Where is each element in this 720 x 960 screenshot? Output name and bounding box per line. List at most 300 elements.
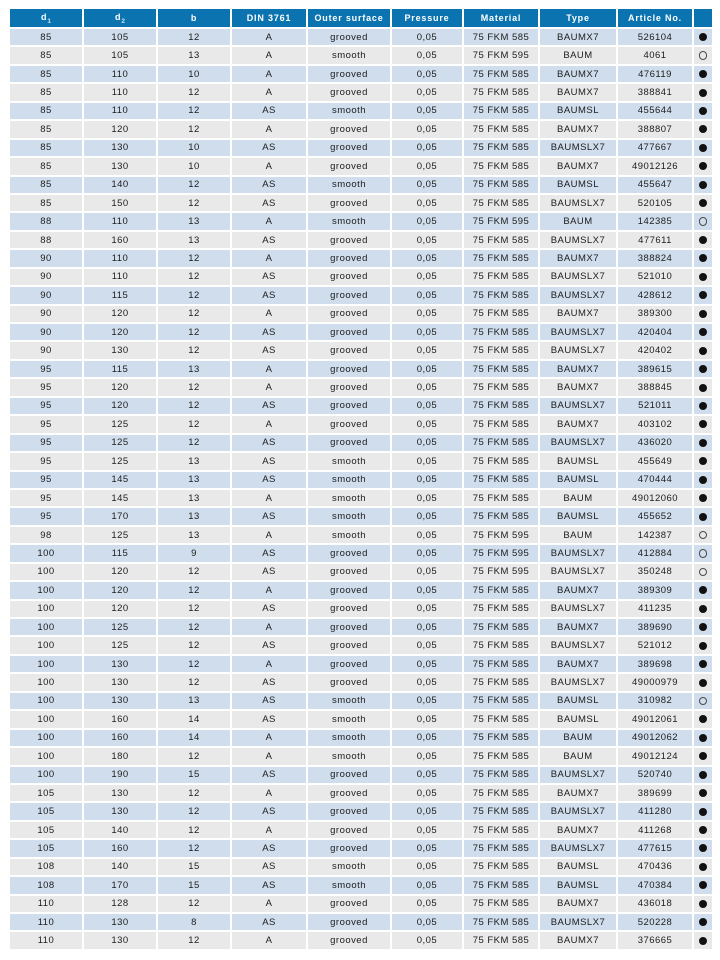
cell-availability bbox=[693, 489, 713, 507]
table-row bbox=[9, 821, 713, 839]
cell-availability bbox=[693, 600, 713, 618]
cell-material: 75 FKM 585 bbox=[463, 618, 539, 636]
cell-d1: 85 bbox=[9, 83, 83, 101]
cell-outer-surface: grooved bbox=[307, 913, 391, 931]
cell-d1: 95 bbox=[9, 360, 83, 378]
cell-pressure: 0,05 bbox=[391, 415, 463, 433]
cell-pressure: 0,05 bbox=[391, 434, 463, 452]
filled-dot-icon bbox=[699, 89, 707, 97]
cell-b: 13 bbox=[157, 360, 231, 378]
cell-b: 13 bbox=[157, 452, 231, 470]
cell-d2: 110 bbox=[83, 83, 157, 101]
filled-dot-icon bbox=[699, 826, 707, 834]
cell-article-no: 436020 bbox=[617, 434, 693, 452]
col-header-pressure: Pressure bbox=[391, 8, 463, 28]
cell-din-3761: A bbox=[231, 618, 307, 636]
cell-din-3761: A bbox=[231, 378, 307, 396]
cell-d2: 120 bbox=[83, 120, 157, 138]
filled-dot-icon bbox=[699, 863, 707, 871]
table-row bbox=[9, 673, 713, 691]
cell-material: 75 FKM 595 bbox=[463, 46, 539, 64]
cell-availability bbox=[693, 231, 713, 249]
cell-d2: 140 bbox=[83, 821, 157, 839]
cell-din-3761: A bbox=[231, 157, 307, 175]
cell-din-3761: A bbox=[231, 305, 307, 323]
cell-outer-surface: grooved bbox=[307, 28, 391, 46]
cell-b: 12 bbox=[157, 747, 231, 765]
cell-material: 75 FKM 585 bbox=[463, 747, 539, 765]
cell-d1: 90 bbox=[9, 305, 83, 323]
cell-pressure: 0,05 bbox=[391, 581, 463, 599]
cell-d1: 85 bbox=[9, 139, 83, 157]
filled-dot-icon bbox=[699, 273, 707, 281]
cell-d2: 120 bbox=[83, 397, 157, 415]
cell-article-no: 455647 bbox=[617, 176, 693, 194]
cell-article-no: 49012126 bbox=[617, 157, 693, 175]
cell-d1: 100 bbox=[9, 544, 83, 562]
cell-availability bbox=[693, 839, 713, 857]
cell-material: 75 FKM 585 bbox=[463, 120, 539, 138]
cell-d2: 128 bbox=[83, 895, 157, 913]
cell-outer-surface: smooth bbox=[307, 526, 391, 544]
cell-availability bbox=[693, 452, 713, 470]
cell-outer-surface: smooth bbox=[307, 710, 391, 728]
cell-outer-surface: grooved bbox=[307, 65, 391, 83]
table-row bbox=[9, 28, 713, 46]
cell-din-3761: AS bbox=[231, 600, 307, 618]
table-row bbox=[9, 194, 713, 212]
cell-b: 12 bbox=[157, 102, 231, 120]
cell-b: 12 bbox=[157, 378, 231, 396]
table-row bbox=[9, 249, 713, 267]
cell-article-no: 521010 bbox=[617, 268, 693, 286]
cell-din-3761: AS bbox=[231, 139, 307, 157]
table-row bbox=[9, 895, 713, 913]
filled-dot-icon bbox=[699, 513, 707, 521]
cell-outer-surface: grooved bbox=[307, 544, 391, 562]
table-row bbox=[9, 526, 713, 544]
table-row bbox=[9, 839, 713, 857]
table-row bbox=[9, 489, 713, 507]
cell-pressure: 0,05 bbox=[391, 821, 463, 839]
cell-b: 12 bbox=[157, 194, 231, 212]
cell-availability bbox=[693, 673, 713, 691]
cell-outer-surface: grooved bbox=[307, 139, 391, 157]
cell-pressure: 0,05 bbox=[391, 802, 463, 820]
cell-din-3761: AS bbox=[231, 323, 307, 341]
cell-material: 75 FKM 585 bbox=[463, 360, 539, 378]
cell-d1: 110 bbox=[9, 913, 83, 931]
cell-type: BAUMSLX7 bbox=[539, 397, 617, 415]
cell-material: 75 FKM 585 bbox=[463, 636, 539, 654]
filled-dot-icon bbox=[699, 623, 707, 631]
cell-material: 75 FKM 585 bbox=[463, 341, 539, 359]
cell-pressure: 0,05 bbox=[391, 65, 463, 83]
cell-din-3761: AS bbox=[231, 102, 307, 120]
cell-outer-surface: grooved bbox=[307, 231, 391, 249]
cell-type: BAUMX7 bbox=[539, 305, 617, 323]
cell-b: 12 bbox=[157, 341, 231, 359]
cell-type: BAUMSLX7 bbox=[539, 194, 617, 212]
cell-b: 15 bbox=[157, 876, 231, 894]
cell-availability bbox=[693, 544, 713, 562]
table-row bbox=[9, 692, 713, 710]
cell-type: BAUMSLX7 bbox=[539, 231, 617, 249]
cell-pressure: 0,05 bbox=[391, 895, 463, 913]
cell-d1: 95 bbox=[9, 507, 83, 525]
cell-pressure: 0,05 bbox=[391, 507, 463, 525]
cell-d1: 100 bbox=[9, 710, 83, 728]
table-row bbox=[9, 46, 713, 64]
table-row bbox=[9, 600, 713, 618]
cell-d1: 100 bbox=[9, 673, 83, 691]
cell-d1: 85 bbox=[9, 46, 83, 64]
cell-material: 75 FKM 595 bbox=[463, 563, 539, 581]
cell-d2: 140 bbox=[83, 858, 157, 876]
cell-outer-surface: smooth bbox=[307, 471, 391, 489]
cell-din-3761: A bbox=[231, 821, 307, 839]
cell-d2: 120 bbox=[83, 563, 157, 581]
cell-d1: 95 bbox=[9, 397, 83, 415]
cell-material: 75 FKM 585 bbox=[463, 802, 539, 820]
cell-d2: 130 bbox=[83, 913, 157, 931]
cell-material: 75 FKM 595 bbox=[463, 544, 539, 562]
cell-article-no: 470384 bbox=[617, 876, 693, 894]
cell-b: 15 bbox=[157, 858, 231, 876]
cell-availability bbox=[693, 341, 713, 359]
cell-pressure: 0,05 bbox=[391, 913, 463, 931]
cell-pressure: 0,05 bbox=[391, 784, 463, 802]
cell-d2: 125 bbox=[83, 618, 157, 636]
col-header-outer-surface: Outer surface bbox=[307, 8, 391, 28]
cell-availability bbox=[693, 139, 713, 157]
cell-outer-surface: smooth bbox=[307, 176, 391, 194]
filled-dot-icon bbox=[699, 771, 707, 779]
cell-d1: 90 bbox=[9, 323, 83, 341]
cell-d1: 95 bbox=[9, 415, 83, 433]
cell-article-no: 412884 bbox=[617, 544, 693, 562]
filled-dot-icon bbox=[699, 144, 707, 152]
cell-availability bbox=[693, 581, 713, 599]
cell-d1: 90 bbox=[9, 341, 83, 359]
cell-b: 12 bbox=[157, 655, 231, 673]
cell-pressure: 0,05 bbox=[391, 341, 463, 359]
cell-article-no: 350248 bbox=[617, 563, 693, 581]
table-row bbox=[9, 139, 713, 157]
cell-din-3761: A bbox=[231, 489, 307, 507]
table-row bbox=[9, 452, 713, 470]
cell-outer-surface: smooth bbox=[307, 452, 391, 470]
cell-d1: 85 bbox=[9, 176, 83, 194]
filled-dot-icon bbox=[699, 181, 707, 189]
cell-din-3761: AS bbox=[231, 673, 307, 691]
cell-pressure: 0,05 bbox=[391, 231, 463, 249]
cell-material: 75 FKM 585 bbox=[463, 489, 539, 507]
cell-d1: 85 bbox=[9, 65, 83, 83]
cell-availability bbox=[693, 360, 713, 378]
cell-article-no: 389690 bbox=[617, 618, 693, 636]
cell-article-no: 142385 bbox=[617, 212, 693, 230]
cell-material: 75 FKM 585 bbox=[463, 28, 539, 46]
cell-availability bbox=[693, 120, 713, 138]
cell-article-no: 388824 bbox=[617, 249, 693, 267]
cell-pressure: 0,05 bbox=[391, 139, 463, 157]
cell-d2: 115 bbox=[83, 544, 157, 562]
cell-pressure: 0,05 bbox=[391, 157, 463, 175]
cell-d2: 170 bbox=[83, 507, 157, 525]
cell-availability bbox=[693, 378, 713, 396]
cell-article-no: 526104 bbox=[617, 28, 693, 46]
cell-material: 75 FKM 585 bbox=[463, 176, 539, 194]
cell-din-3761: A bbox=[231, 28, 307, 46]
cell-outer-surface: smooth bbox=[307, 507, 391, 525]
cell-d1: 90 bbox=[9, 249, 83, 267]
cell-d1: 108 bbox=[9, 858, 83, 876]
cell-d2: 160 bbox=[83, 710, 157, 728]
table-row bbox=[9, 784, 713, 802]
cell-material: 75 FKM 585 bbox=[463, 821, 539, 839]
cell-din-3761: AS bbox=[231, 176, 307, 194]
cell-din-3761: AS bbox=[231, 434, 307, 452]
cell-type: BAUMX7 bbox=[539, 157, 617, 175]
cell-type: BAUMX7 bbox=[539, 821, 617, 839]
cell-outer-surface: smooth bbox=[307, 212, 391, 230]
cell-pressure: 0,05 bbox=[391, 655, 463, 673]
cell-pressure: 0,05 bbox=[391, 46, 463, 64]
cell-type: BAUMSL bbox=[539, 507, 617, 525]
cell-b: 12 bbox=[157, 286, 231, 304]
cell-pressure: 0,05 bbox=[391, 212, 463, 230]
cell-b: 10 bbox=[157, 157, 231, 175]
cell-pressure: 0,05 bbox=[391, 286, 463, 304]
cell-article-no: 477667 bbox=[617, 139, 693, 157]
table-row bbox=[9, 102, 713, 120]
cell-pressure: 0,05 bbox=[391, 397, 463, 415]
cell-availability bbox=[693, 286, 713, 304]
cell-din-3761: AS bbox=[231, 471, 307, 489]
cell-availability bbox=[693, 747, 713, 765]
filled-dot-icon bbox=[699, 199, 707, 207]
cell-material: 75 FKM 585 bbox=[463, 600, 539, 618]
cell-availability bbox=[693, 895, 713, 913]
cell-din-3761: AS bbox=[231, 194, 307, 212]
table-row bbox=[9, 378, 713, 396]
cell-d2: 110 bbox=[83, 249, 157, 267]
cell-d2: 110 bbox=[83, 268, 157, 286]
cell-din-3761: AS bbox=[231, 913, 307, 931]
cell-availability bbox=[693, 83, 713, 101]
cell-material: 75 FKM 585 bbox=[463, 931, 539, 949]
cell-d2: 120 bbox=[83, 378, 157, 396]
cell-d1: 100 bbox=[9, 692, 83, 710]
cell-pressure: 0,05 bbox=[391, 747, 463, 765]
cell-pressure: 0,05 bbox=[391, 194, 463, 212]
col-header-availability bbox=[693, 8, 713, 28]
cell-article-no: 470444 bbox=[617, 471, 693, 489]
cell-article-no: 520740 bbox=[617, 766, 693, 784]
cell-b: 15 bbox=[157, 766, 231, 784]
cell-article-no: 436018 bbox=[617, 895, 693, 913]
cell-type: BAUMX7 bbox=[539, 931, 617, 949]
cell-d1: 95 bbox=[9, 489, 83, 507]
cell-availability bbox=[693, 28, 713, 46]
cell-d1: 105 bbox=[9, 784, 83, 802]
cell-outer-surface: smooth bbox=[307, 729, 391, 747]
filled-dot-icon bbox=[699, 328, 707, 336]
cell-type: BAUMSL bbox=[539, 452, 617, 470]
cell-d2: 120 bbox=[83, 581, 157, 599]
cell-type: BAUM bbox=[539, 729, 617, 747]
cell-b: 12 bbox=[157, 397, 231, 415]
cell-article-no: 455649 bbox=[617, 452, 693, 470]
cell-din-3761: AS bbox=[231, 766, 307, 784]
cell-material: 75 FKM 585 bbox=[463, 434, 539, 452]
cell-material: 75 FKM 585 bbox=[463, 83, 539, 101]
cell-d1: 108 bbox=[9, 876, 83, 894]
cell-material: 75 FKM 585 bbox=[463, 655, 539, 673]
cell-availability bbox=[693, 415, 713, 433]
cell-outer-surface: grooved bbox=[307, 636, 391, 654]
cell-pressure: 0,05 bbox=[391, 858, 463, 876]
cell-article-no: 49012062 bbox=[617, 729, 693, 747]
cell-d1: 88 bbox=[9, 231, 83, 249]
cell-d2: 130 bbox=[83, 802, 157, 820]
cell-b: 13 bbox=[157, 692, 231, 710]
cell-type: BAUMSL bbox=[539, 471, 617, 489]
table-row bbox=[9, 507, 713, 525]
cell-din-3761: A bbox=[231, 931, 307, 949]
cell-article-no: 388845 bbox=[617, 378, 693, 396]
cell-outer-surface: grooved bbox=[307, 618, 391, 636]
filled-dot-icon bbox=[699, 660, 707, 668]
cell-availability bbox=[693, 507, 713, 525]
cell-material: 75 FKM 585 bbox=[463, 157, 539, 175]
cell-article-no: 389699 bbox=[617, 784, 693, 802]
cell-din-3761: AS bbox=[231, 858, 307, 876]
cell-b: 12 bbox=[157, 784, 231, 802]
cell-outer-surface: grooved bbox=[307, 360, 391, 378]
cell-type: BAUMSL bbox=[539, 102, 617, 120]
table-row bbox=[9, 397, 713, 415]
cell-d2: 160 bbox=[83, 839, 157, 857]
cell-outer-surface: grooved bbox=[307, 839, 391, 857]
cell-type: BAUMSL bbox=[539, 858, 617, 876]
cell-d2: 180 bbox=[83, 747, 157, 765]
cell-d2: 130 bbox=[83, 341, 157, 359]
open-dot-icon bbox=[699, 697, 708, 706]
cell-outer-surface: grooved bbox=[307, 249, 391, 267]
table-row bbox=[9, 913, 713, 931]
cell-outer-surface: grooved bbox=[307, 194, 391, 212]
cell-pressure: 0,05 bbox=[391, 268, 463, 286]
open-dot-icon bbox=[699, 51, 708, 60]
cell-availability bbox=[693, 692, 713, 710]
cell-type: BAUMSLX7 bbox=[539, 268, 617, 286]
cell-availability bbox=[693, 563, 713, 581]
cell-pressure: 0,05 bbox=[391, 120, 463, 138]
cell-article-no: 420402 bbox=[617, 341, 693, 359]
cell-din-3761: A bbox=[231, 83, 307, 101]
filled-dot-icon bbox=[699, 715, 707, 723]
cell-type: BAUMSL bbox=[539, 692, 617, 710]
cell-article-no: 411268 bbox=[617, 821, 693, 839]
table-row bbox=[9, 729, 713, 747]
cell-d2: 130 bbox=[83, 931, 157, 949]
cell-availability bbox=[693, 655, 713, 673]
cell-availability bbox=[693, 821, 713, 839]
table-row bbox=[9, 766, 713, 784]
cell-type: BAUMSLX7 bbox=[539, 544, 617, 562]
cell-article-no: 49012124 bbox=[617, 747, 693, 765]
cell-pressure: 0,05 bbox=[391, 323, 463, 341]
cell-type: BAUMX7 bbox=[539, 784, 617, 802]
cell-material: 75 FKM 595 bbox=[463, 212, 539, 230]
cell-b: 14 bbox=[157, 710, 231, 728]
cell-pressure: 0,05 bbox=[391, 378, 463, 396]
cell-article-no: 411280 bbox=[617, 802, 693, 820]
cell-d2: 130 bbox=[83, 139, 157, 157]
col-header-d1: $d_1$ bbox=[9, 8, 83, 28]
cell-din-3761: AS bbox=[231, 876, 307, 894]
cell-pressure: 0,05 bbox=[391, 876, 463, 894]
cell-d2: 115 bbox=[83, 286, 157, 304]
cell-type: BAUMX7 bbox=[539, 415, 617, 433]
filled-dot-icon bbox=[699, 402, 707, 410]
filled-dot-icon bbox=[699, 457, 707, 465]
filled-dot-icon bbox=[699, 808, 707, 816]
cell-d1: 105 bbox=[9, 839, 83, 857]
cell-outer-surface: grooved bbox=[307, 802, 391, 820]
cell-availability bbox=[693, 858, 713, 876]
cell-pressure: 0,05 bbox=[391, 766, 463, 784]
cell-material: 75 FKM 585 bbox=[463, 710, 539, 728]
cell-din-3761: A bbox=[231, 415, 307, 433]
cell-availability bbox=[693, 710, 713, 728]
cell-type: BAUMX7 bbox=[539, 581, 617, 599]
cell-article-no: 142387 bbox=[617, 526, 693, 544]
cell-availability bbox=[693, 784, 713, 802]
cell-article-no: 49000979 bbox=[617, 673, 693, 691]
cell-b: 13 bbox=[157, 526, 231, 544]
cell-type: BAUMSLX7 bbox=[539, 286, 617, 304]
filled-dot-icon bbox=[699, 937, 707, 945]
cell-d2: 150 bbox=[83, 194, 157, 212]
filled-dot-icon bbox=[699, 642, 707, 650]
cell-material: 75 FKM 585 bbox=[463, 249, 539, 267]
filled-dot-icon bbox=[699, 734, 707, 742]
cell-outer-surface: grooved bbox=[307, 378, 391, 396]
cell-outer-surface: grooved bbox=[307, 655, 391, 673]
filled-dot-icon bbox=[699, 605, 707, 613]
cell-type: BAUMX7 bbox=[539, 655, 617, 673]
cell-outer-surface: grooved bbox=[307, 784, 391, 802]
cell-d2: 105 bbox=[83, 28, 157, 46]
cell-d2: 110 bbox=[83, 65, 157, 83]
cell-b: 12 bbox=[157, 305, 231, 323]
cell-d2: 130 bbox=[83, 157, 157, 175]
table-row bbox=[9, 415, 713, 433]
cell-article-no: 4061 bbox=[617, 46, 693, 64]
cell-b: 12 bbox=[157, 931, 231, 949]
cell-article-no: 49012060 bbox=[617, 489, 693, 507]
cell-availability bbox=[693, 618, 713, 636]
filled-dot-icon bbox=[699, 347, 707, 355]
cell-type: BAUM bbox=[539, 46, 617, 64]
cell-pressure: 0,05 bbox=[391, 710, 463, 728]
cell-outer-surface: grooved bbox=[307, 286, 391, 304]
cell-b: 12 bbox=[157, 563, 231, 581]
filled-dot-icon bbox=[699, 162, 707, 170]
